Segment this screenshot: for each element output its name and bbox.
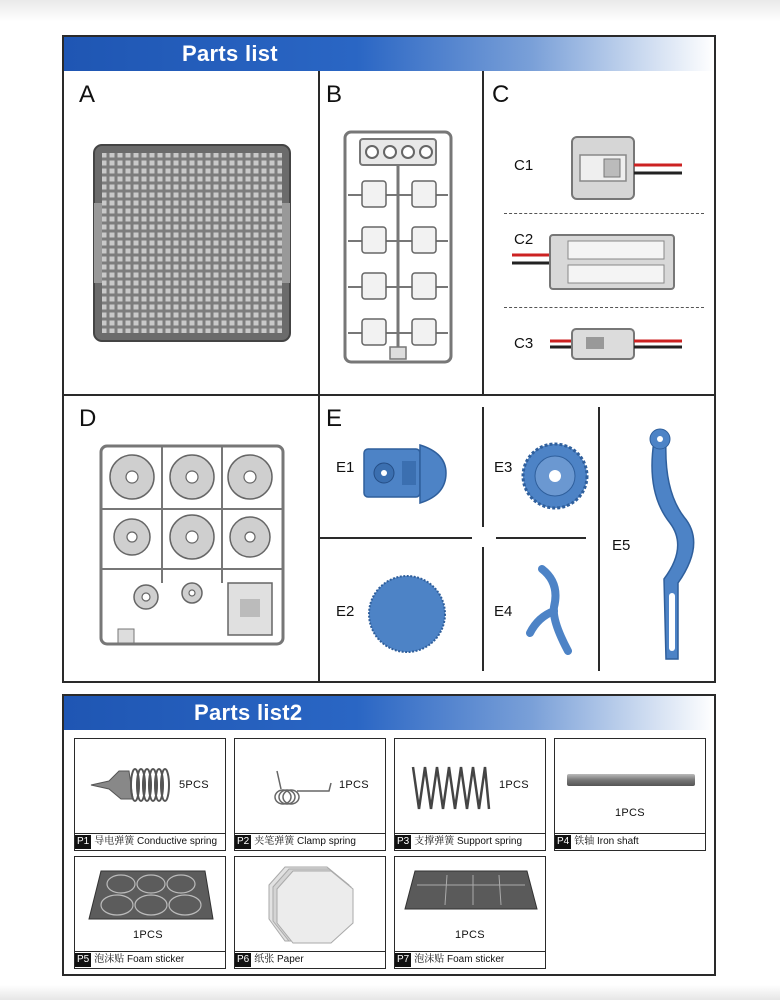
part-card-p7 (394, 856, 546, 969)
part-caption (395, 833, 545, 850)
e1-label: E1 (336, 459, 355, 476)
part-qty: 1PCS (499, 779, 529, 791)
part-code: P6 (237, 954, 250, 965)
c3-label: C3 (514, 335, 534, 352)
part-caption (395, 951, 545, 968)
part-card-p1 (74, 738, 226, 851)
part-qty: 5PCS (179, 779, 209, 791)
part-name-en: Support spring (457, 836, 523, 847)
top-shade (0, 0, 780, 22)
part-caption (235, 951, 385, 968)
cam-part-e1-image (360, 433, 452, 513)
divider (318, 71, 320, 395)
section-c-label: C (492, 81, 510, 108)
section-e-label: E (326, 405, 343, 432)
part-name-cn: 夹笔弹簧 (254, 836, 295, 847)
gear-e3-image (520, 441, 590, 511)
dashed-separator (504, 213, 704, 214)
divider (482, 547, 484, 671)
part-code: P2 (237, 836, 250, 847)
part-name-cn: 支撑弹簧 (414, 836, 455, 847)
support-spring-icon (409, 761, 493, 815)
foam-sticker-icon (87, 869, 215, 921)
divider (320, 537, 472, 539)
part-name-en: Paper (277, 954, 304, 965)
c2-label: C2 (514, 231, 534, 248)
part-code: P5 (77, 954, 90, 965)
part-caption (555, 833, 705, 850)
part-name-en: Foam sticker (127, 954, 185, 965)
parts-list-title: Parts list (182, 41, 278, 66)
section-d-label: D (79, 405, 97, 432)
hook-e4-image (524, 563, 584, 659)
part-name-cn: 铁轴 (574, 836, 595, 847)
part-code: P4 (557, 836, 570, 847)
part-code: P7 (397, 954, 410, 965)
iron-shaft-icon (565, 771, 697, 789)
parts-list2-header (64, 696, 714, 730)
parts-list2-title: Parts list2 (194, 700, 303, 725)
gear-sprue-d-image (98, 443, 286, 647)
foam-sticker-icon (403, 869, 539, 913)
part-name-en: Conductive spring (137, 836, 218, 847)
dashed-separator (504, 307, 704, 308)
part-qty: 1PCS (339, 779, 369, 791)
disc-e2-image (366, 573, 448, 655)
part-qty: 1PCS (455, 929, 485, 941)
part-code: P1 (77, 836, 90, 847)
conductive-spring-icon (89, 765, 173, 805)
divider (64, 394, 714, 396)
sprue-frame-b-image (342, 129, 454, 365)
section-b-label: B (326, 81, 343, 108)
part-caption (75, 833, 225, 850)
part-card-p2 (234, 738, 386, 851)
part-name-cn: 泡沫贴 (94, 954, 125, 965)
part-name-cn: 纸张 (254, 954, 275, 965)
part-name-en: Clamp spring (297, 836, 356, 847)
divider (482, 407, 484, 527)
section-a-label: A (79, 81, 96, 108)
part-name-en: Iron shaft (597, 836, 639, 847)
part-card-p4 (554, 738, 706, 851)
parts-list2-panel (62, 694, 716, 976)
part-code: P3 (397, 836, 410, 847)
switch-c1-image (564, 133, 686, 207)
lever-e5-image (636, 423, 710, 667)
e5-label: E5 (612, 537, 631, 554)
clamp-spring-icon (255, 761, 335, 811)
c1-label: C1 (514, 157, 534, 174)
e4-label: E4 (494, 603, 513, 620)
part-qty: 1PCS (133, 929, 163, 941)
part-card-p5 (74, 856, 226, 969)
grid-board-image (92, 143, 292, 343)
part-caption (75, 951, 225, 968)
part-qty: 1PCS (615, 807, 645, 819)
part-card-p6 (234, 856, 386, 969)
divider (598, 407, 600, 671)
parts-list-panel (62, 35, 716, 683)
parts-list-header (64, 37, 714, 71)
part-caption (235, 833, 385, 850)
part-name-en: Foam sticker (447, 954, 505, 965)
part-name-cn: 导电弹簧 (94, 836, 135, 847)
e3-label: E3 (494, 459, 513, 476)
part-name-cn: 泡沫贴 (414, 954, 445, 965)
e2-label: E2 (336, 603, 355, 620)
divider (496, 537, 586, 539)
switch-c3-image (550, 325, 684, 361)
divider (482, 71, 484, 395)
battery-box-c2-image (512, 233, 676, 291)
part-card-p3 (394, 738, 546, 851)
paper-icon (265, 863, 357, 945)
bottom-shade (0, 985, 780, 1000)
